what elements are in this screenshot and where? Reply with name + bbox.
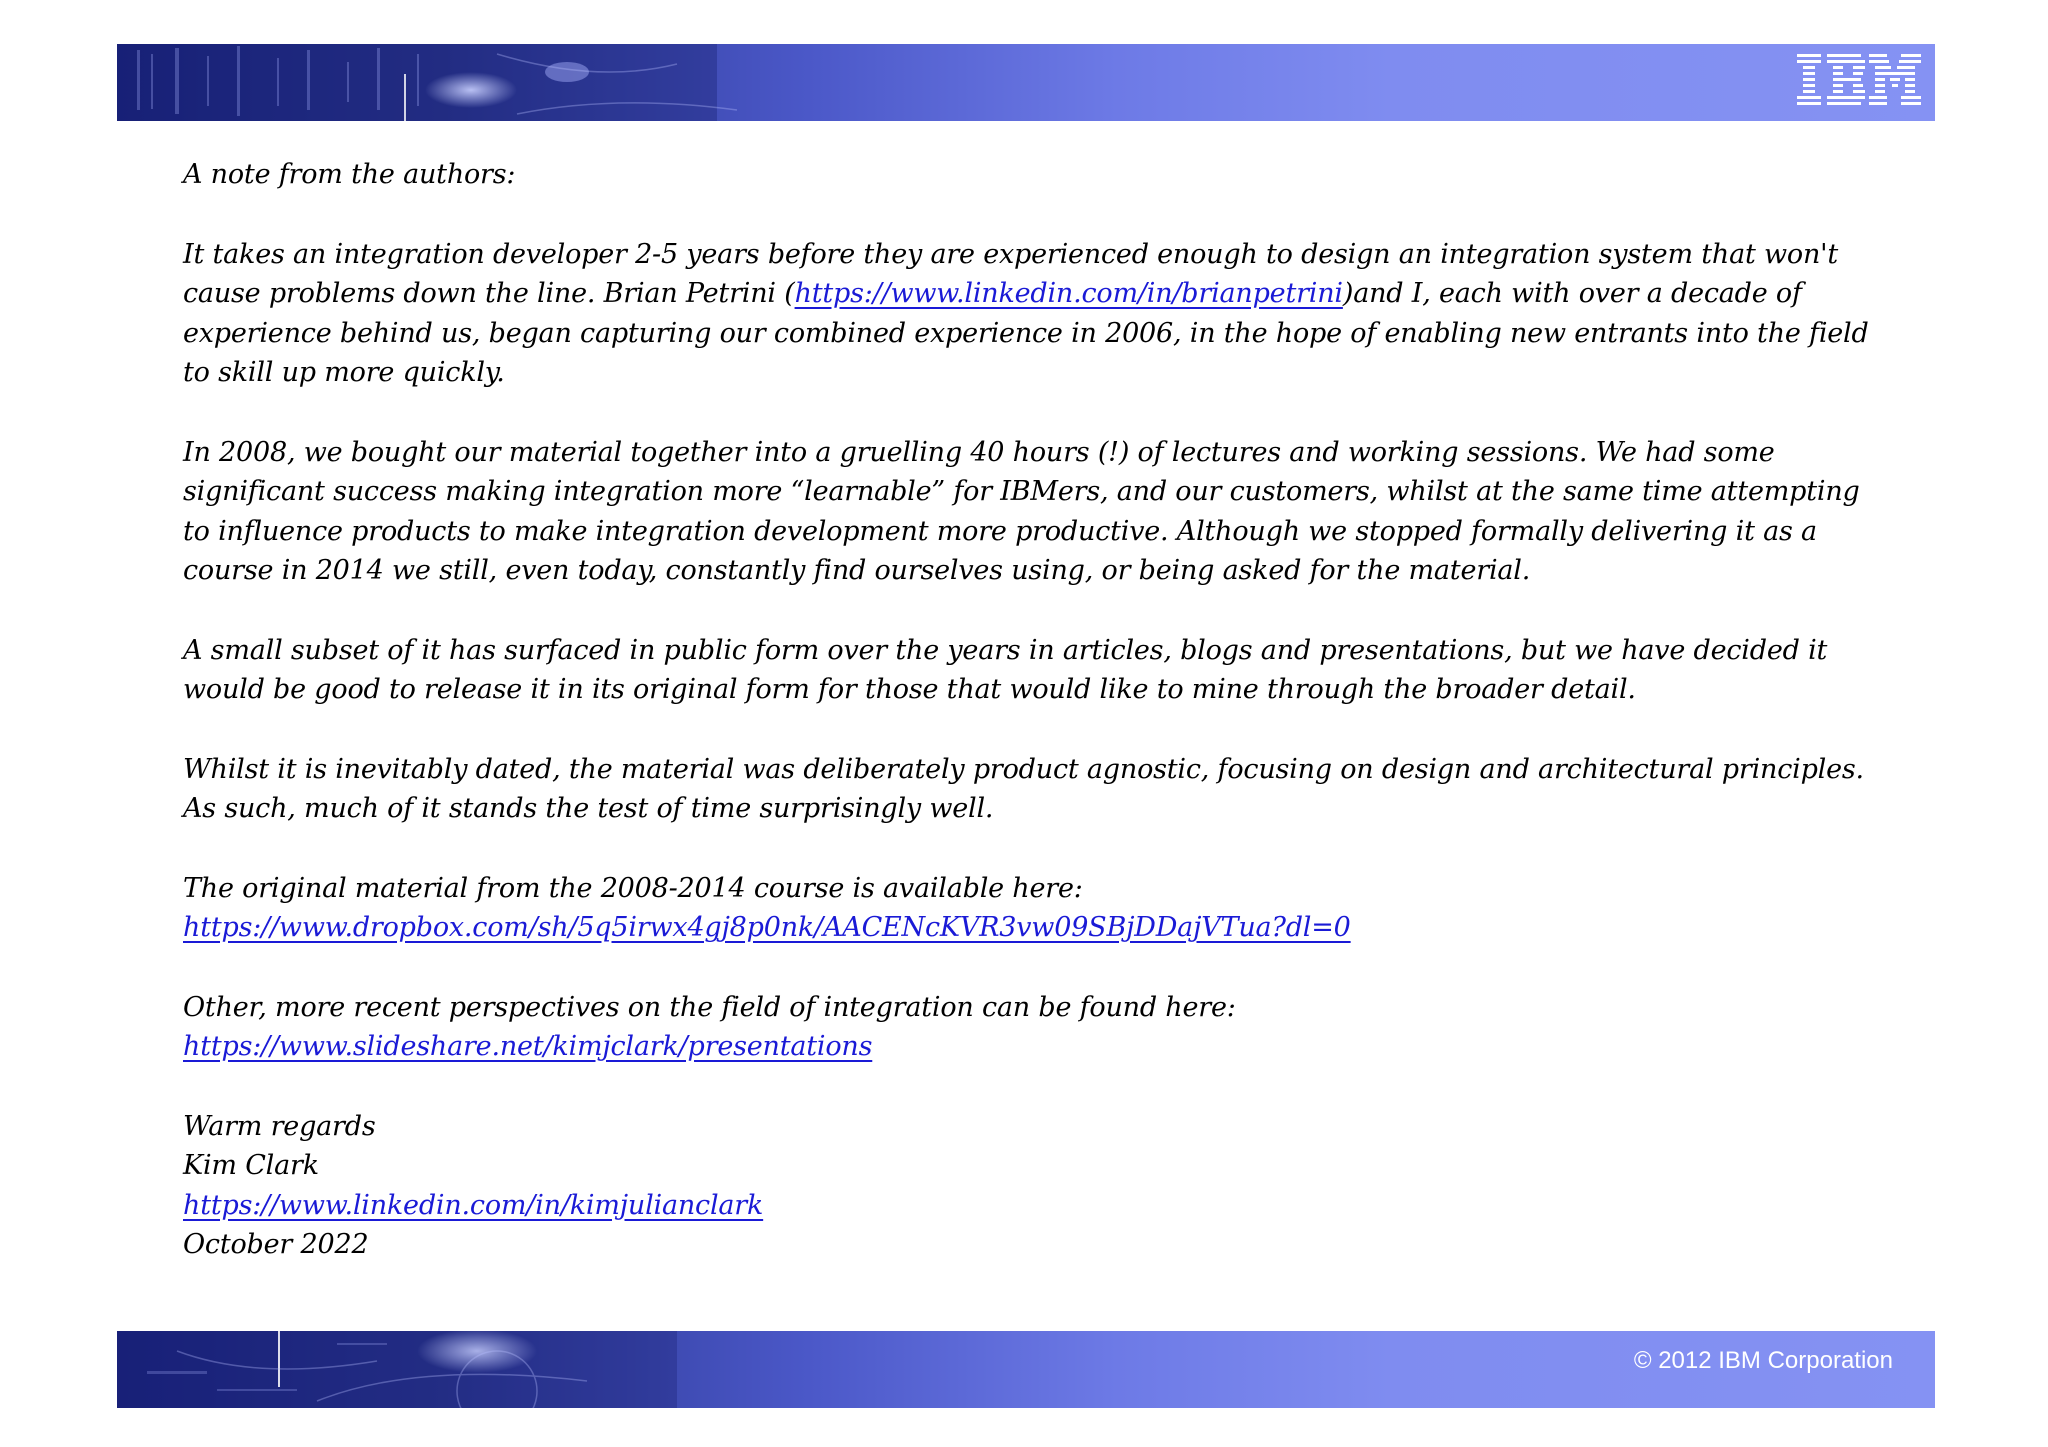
author-name: Kim Clark xyxy=(183,1150,319,1181)
header-banner xyxy=(117,44,1935,121)
paragraph-public-release: A small subset of it has surfaced in public form over the years in articles, blogs and presentations, but we have decided it would be good to release it in its original form for those that would like to mine through the broader detail. xyxy=(183,634,1828,705)
brian-petrini-linkedin-link[interactable]: https://www.linkedin.com/in/brianpetrini xyxy=(794,278,1343,309)
recent-perspectives-text: Other, more recent perspectives on the field of integration can be found here: xyxy=(183,991,1236,1023)
closing-text: Warm regards xyxy=(183,1110,376,1142)
paragraph-dated-material: Whilst it is inevitably dated, the material was deliberately product agnostic, focusing on design and architectural principles. As such, much of it stands the test of time surprisingly well. xyxy=(183,753,1864,824)
kim-clark-linkedin-link[interactable]: https://www.linkedin.com/in/kimjulianclark xyxy=(183,1189,764,1221)
recent-perspectives-block xyxy=(183,988,1883,1067)
signoff-date: October 2022 xyxy=(183,1229,369,1260)
authors-note xyxy=(183,155,1883,1265)
paragraph-experience xyxy=(183,235,1883,393)
paragraph-experience-text-before: It takes an integration developer 2-5 years before they are experienced enough to design an integration system that won't cause problems down the line. Brian Petrini ( xyxy=(183,238,1839,309)
circuit-texture-image xyxy=(117,44,1935,121)
note-heading: A note from the authors: xyxy=(183,159,516,190)
signoff xyxy=(183,1107,1883,1265)
slideshare-presentations-link[interactable]: https://www.slideshare.net/kimjclark/presentations xyxy=(183,1031,873,1062)
original-material-text: The original material from the 2008-2014 course is available here: xyxy=(183,872,1083,904)
ibm-logo xyxy=(1797,54,1923,108)
dropbox-material-link[interactable]: https://www.dropbox.com/sh/5q5irwx4gj8p0nk/AACENcKVR3vw09SBjDDajVTua?dl=0 xyxy=(183,912,1351,943)
copyright-notice: © 2012 IBM Corporation xyxy=(1633,1347,1893,1374)
paragraph-course-history: In 2008, we bought our material together into a gruelling 40 hours (!) of lectures and working sessions. We had some significant success making integration more “learnable” for IBMers, and our customers, whilst at the same time attempting to influence products to make integration development more productive. Although we stopped formally delivering it as a course in 2014 we still, even today, constantly find ourselves using, or being asked for the material. xyxy=(183,436,1860,586)
paragraph-experience-text-after: )and I, each with over a decade of experience behind us, began capturing our combined experience in 2006, in the hope of enabling new entrants into the field to skill up more quickly. xyxy=(183,278,1869,388)
original-material-block xyxy=(183,869,1883,948)
footer-banner xyxy=(117,1331,1935,1408)
